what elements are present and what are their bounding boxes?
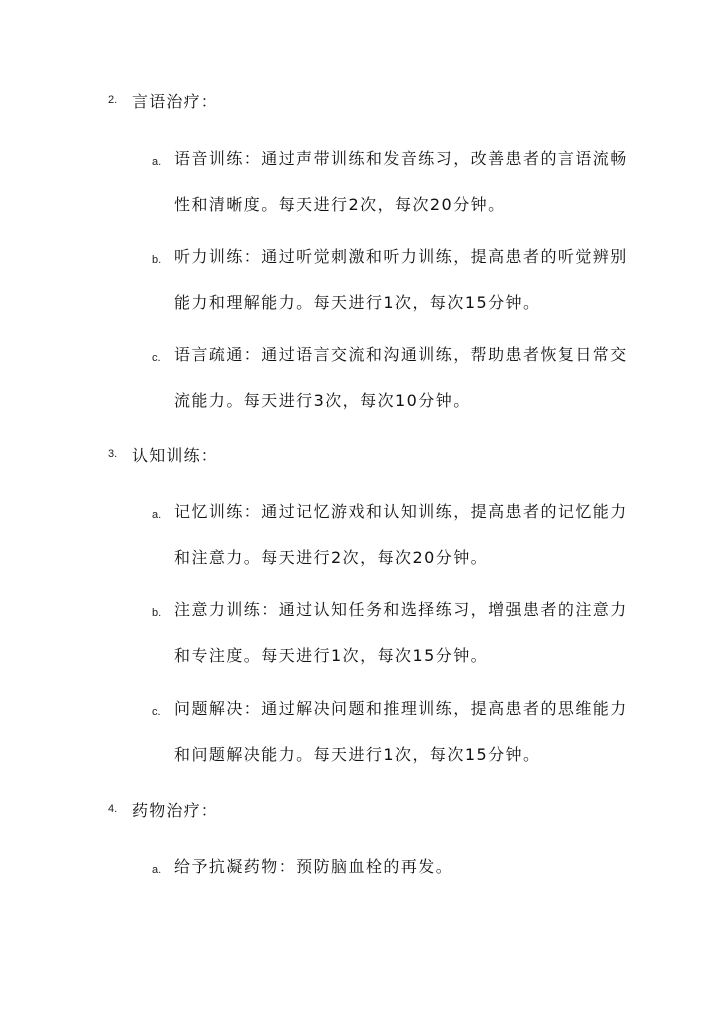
- list-item-text: 语言疏通：通过语言交流和沟通训练，帮助患者恢复日常交流能力。每天进行3次，每次10分钟。: [174, 345, 628, 410]
- list-marker: c.: [152, 352, 161, 364]
- section-speech-therapy: [108, 86, 668, 114]
- section-cognitive-training: [108, 440, 668, 468]
- section-title: 言语治疗：: [132, 91, 219, 111]
- list-item-text: 语音训练：通过声带训练和发音练习，改善患者的言语流畅性和清晰度。每天进行2次，每次20分钟。: [174, 149, 628, 214]
- list-item-text: 听力训练：通过听觉刺激和听力训练，提高患者的听觉辨别能力和理解能力。每天进行1次，每次15分钟。: [174, 247, 628, 312]
- list-marker: a.: [152, 864, 162, 876]
- section-title: 认知训练：: [132, 445, 219, 465]
- list-marker: a.: [152, 509, 162, 521]
- section-drug-therapy: [108, 795, 668, 823]
- list-marker: a.: [152, 156, 162, 168]
- list-item-text: 问题解决：通过解决问题和推理训练，提高患者的思维能力和问题解决能力。每天进行1次，每次15分钟。: [174, 699, 628, 764]
- section-title: 药物治疗：: [132, 800, 219, 820]
- list-marker: c.: [152, 706, 161, 718]
- list-item-text: 记忆训练：通过记忆游戏和认知训练，提高患者的记忆能力和注意力。每天进行2次，每次20分钟。: [174, 502, 628, 567]
- list-item-text: 给予抗凝药物：预防脑血栓的再发。: [174, 857, 454, 876]
- list-item-text: 注意力训练：通过认知任务和选择练习，增强患者的注意力和专注度。每天进行1次，每次15分钟。: [174, 600, 628, 665]
- section-number: 3.: [108, 448, 118, 460]
- section-number: 2.: [108, 94, 118, 106]
- list-marker: b.: [152, 254, 162, 266]
- list-marker: b.: [152, 607, 162, 619]
- section-number: 4.: [108, 803, 118, 815]
